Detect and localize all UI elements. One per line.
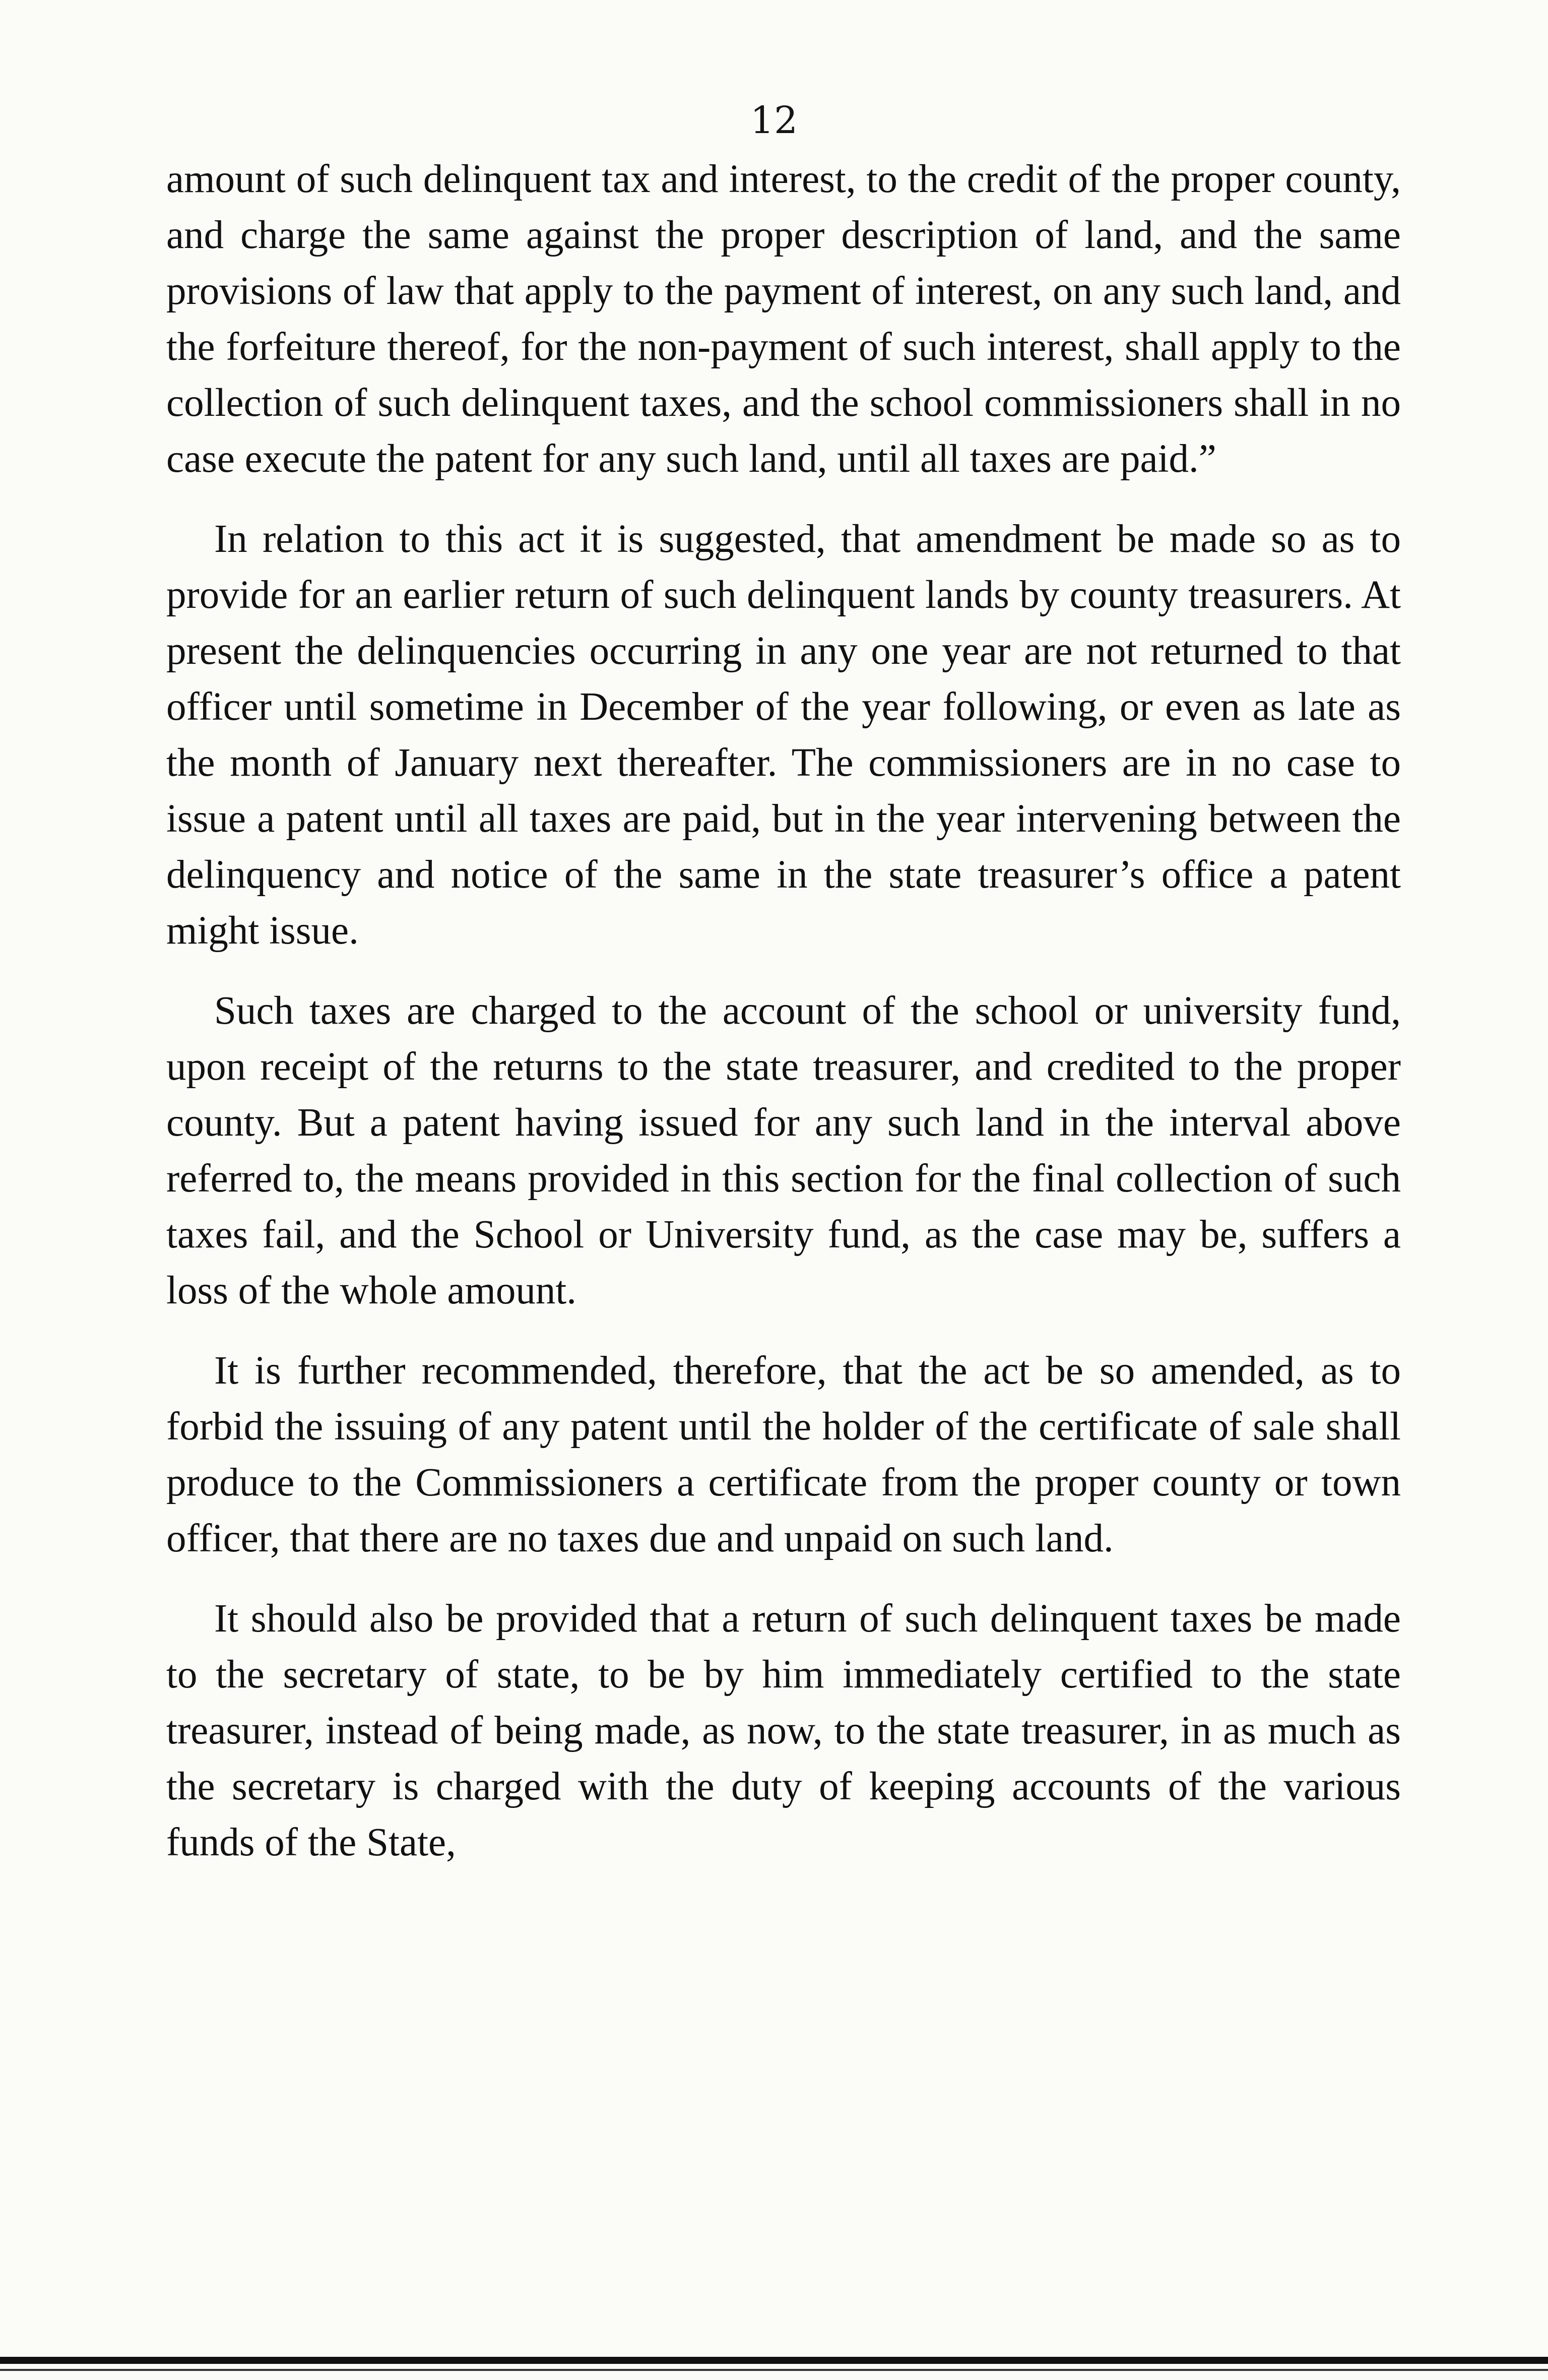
paragraph-5: It should also be provided that a return of such delinquent taxes be made to the secretary of state, to be by him immediately certified to the state treasurer, instead of being made, as now, to the state treasurer, in as much as the secretary is charged with the duty of keeping accounts of the various funds of the State, — [166, 1597, 1401, 1864]
paragraph-1: amount of such delinquent tax and interest, to the credit of the proper county, and charge the same against the proper description of land, and the same provisions of law that apply to the payment of interest, on any such land, and the forfeiture thereof, for the non-payment of such interest, shall apply to the collection of such delinquent taxes, and the school commissioners shall in no case execute the patent for any such land, until all taxes are paid.” — [166, 157, 1401, 481]
body-text — [166, 151, 1401, 1895]
paragraph-2: In relation to this act it is suggested, that amendment be made so as to provide for an earlier return of such delinquent lands by county treasurers. At present the delinquencies occurring in any one year are not returned to that officer until sometime in December of the year following, or even as late as the month of January next thereafter. The commissioners are in no case to issue a patent until all taxes are paid, but in the year intervening between the delinquency and notice of the same in the state treasurer’s office a patent might issue. — [166, 517, 1401, 953]
bottom-edge-thin-rule — [0, 2369, 1548, 2371]
paragraph-3: Such taxes are charged to the account of the school or university fund, upon receipt of the returns to the state treasurer, and credited to the proper county. But a patent having issued for any such land in the interval above referred to, the means provided in this section for the final collection of such taxes fail, and the School or University fund, as the case may be, suffers a loss of the whole amount. — [166, 989, 1401, 1312]
bottom-edge-rule — [0, 2357, 1548, 2364]
paragraph-4: It is further recommended, therefore, that the act be so amended, as to forbid the issuing of any patent until the holder of the certificate of sale shall produce to the Commissioners a certificate from the proper county or town officer, that there are no taxes due and unpaid on such land. — [166, 1349, 1401, 1560]
page-number: 12 — [750, 99, 798, 142]
